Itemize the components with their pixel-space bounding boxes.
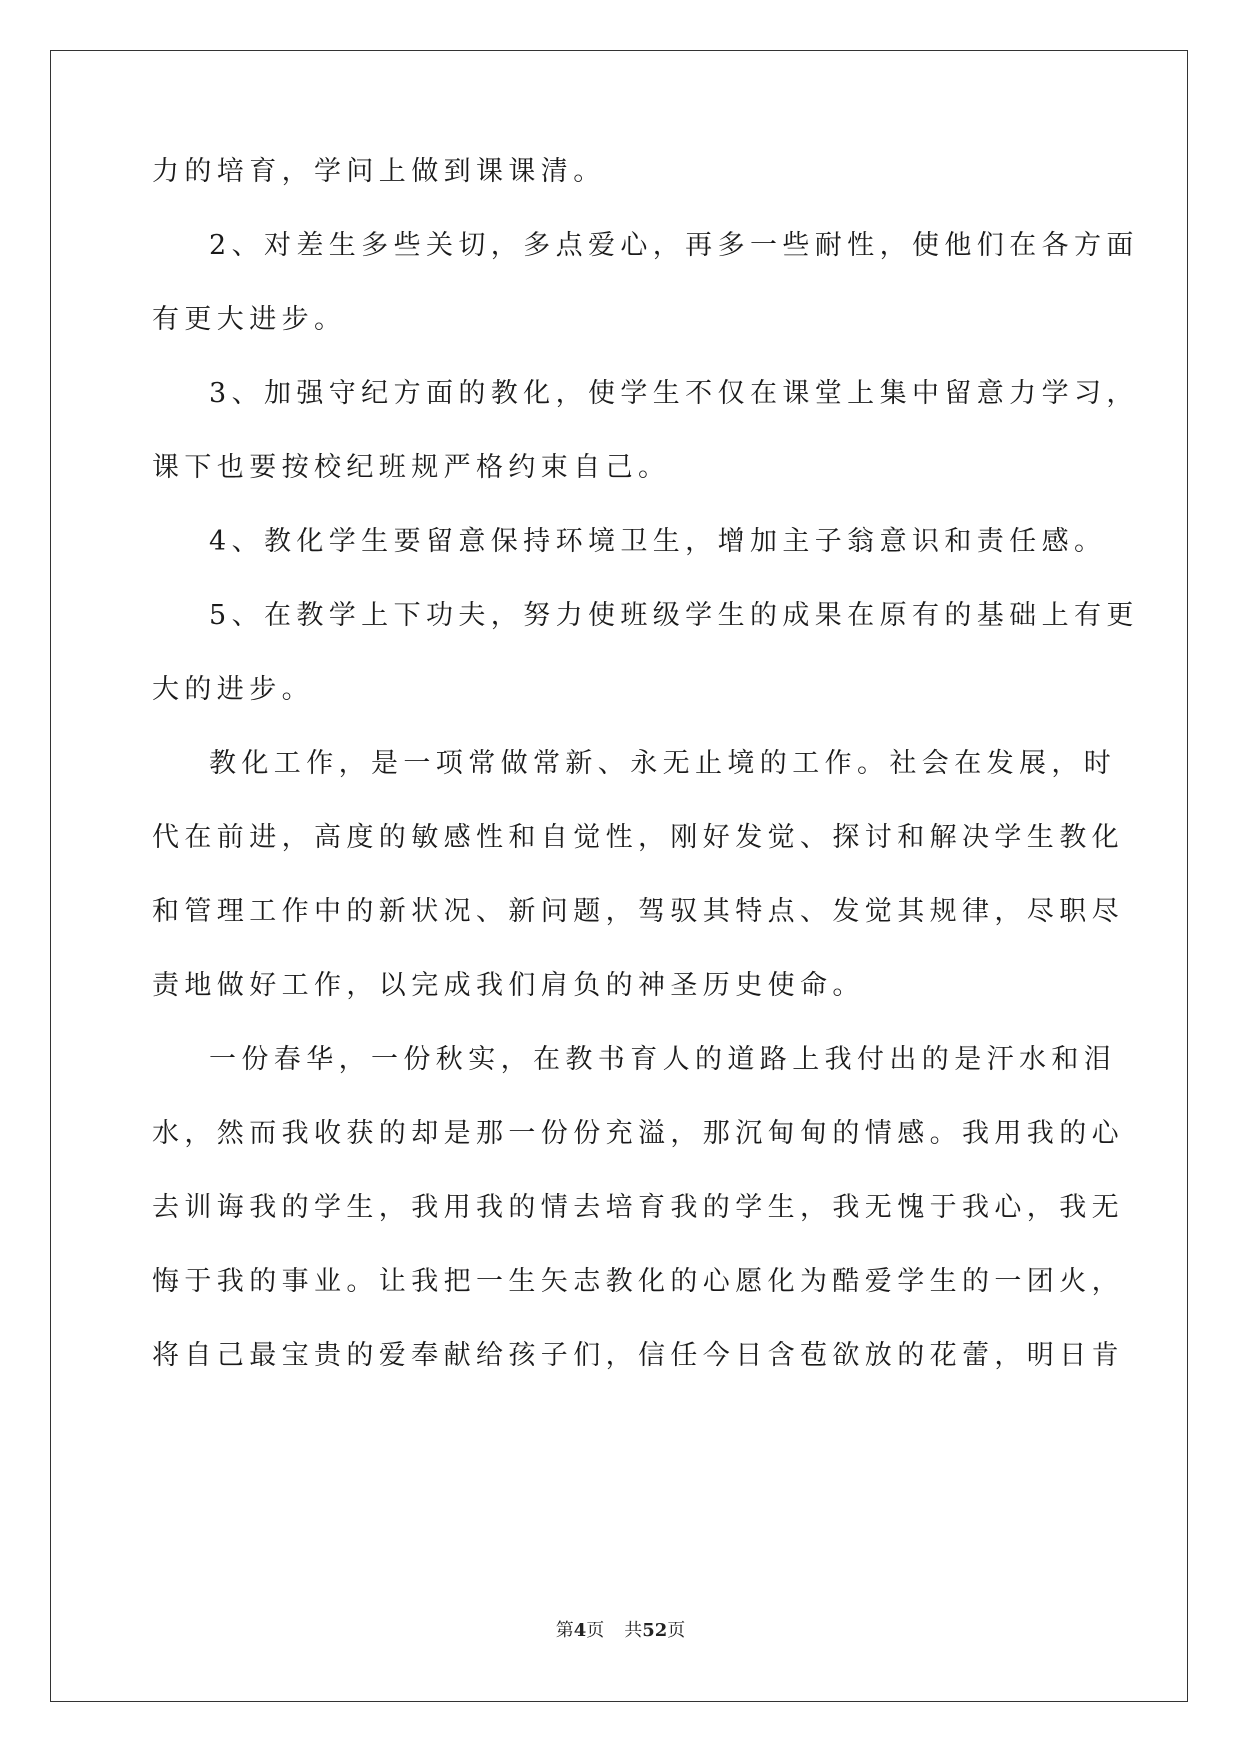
page-footer [0, 1619, 1241, 1643]
text-line: 悔于我的事业。让我把一生矢志教化的心愿化为酷爱学生的一团火， [152, 1266, 1124, 1297]
text-line: 3、加强守纪方面的教化，使学生不仅在课堂上集中留意力学习， [209, 378, 1139, 409]
footer-total-unit: 页 [667, 1620, 686, 1641]
text-line: 4、教化学生要留意保持环境卫生，增加主子翁意识和责任感。 [209, 526, 1107, 557]
text-line: 有更大进步。 [152, 304, 347, 335]
text-line: 力的培育，学问上做到课课清。 [152, 156, 606, 187]
text-line: 2、对差生多些关切，多点爱心，再多一些耐性，使他们在各方面 [209, 230, 1139, 261]
text-line: 一份春华，一份秋实，在教书育人的道路上我付出的是汗水和泪 [209, 1044, 1117, 1075]
current-page-number: 4 [573, 1620, 587, 1641]
text-line: 水，然而我收获的却是那一份份充溢，那沉甸甸的情感。我用我的心 [152, 1118, 1124, 1149]
footer-page-unit: 页 [586, 1620, 605, 1641]
text-line: 课下也要按校纪班规严格约束自己。 [152, 452, 671, 483]
footer-prefix: 第 [555, 1620, 574, 1641]
page-border [50, 50, 1188, 1702]
text-line: 和管理工作中的新状况、新问题，驾驭其特点、发觉其规律，尽职尽 [152, 896, 1124, 927]
total-page-count: 52 [642, 1620, 668, 1641]
text-line: 大的进步。 [152, 674, 314, 705]
footer-total-prefix: 共 [624, 1620, 643, 1641]
text-line: 5、在教学上下功夫，努力使班级学生的成果在原有的基础上有更 [209, 600, 1139, 631]
text-line: 去训诲我的学生，我用我的情去培育我的学生，我无愧于我心，我无 [152, 1192, 1124, 1223]
text-line: 将自己最宝贵的爱奉献给孩子们，信任今日含苞欲放的花蕾，明日肯 [152, 1340, 1124, 1371]
text-line: 代在前进，高度的敏感性和自觉性，刚好发觉、探讨和解决学生教化 [152, 822, 1124, 853]
text-line: 责地做好工作，以完成我们肩负的神圣历史使命。 [152, 970, 865, 1001]
text-line: 教化工作，是一项常做常新、永无止境的工作。社会在发展，时 [209, 748, 1117, 779]
